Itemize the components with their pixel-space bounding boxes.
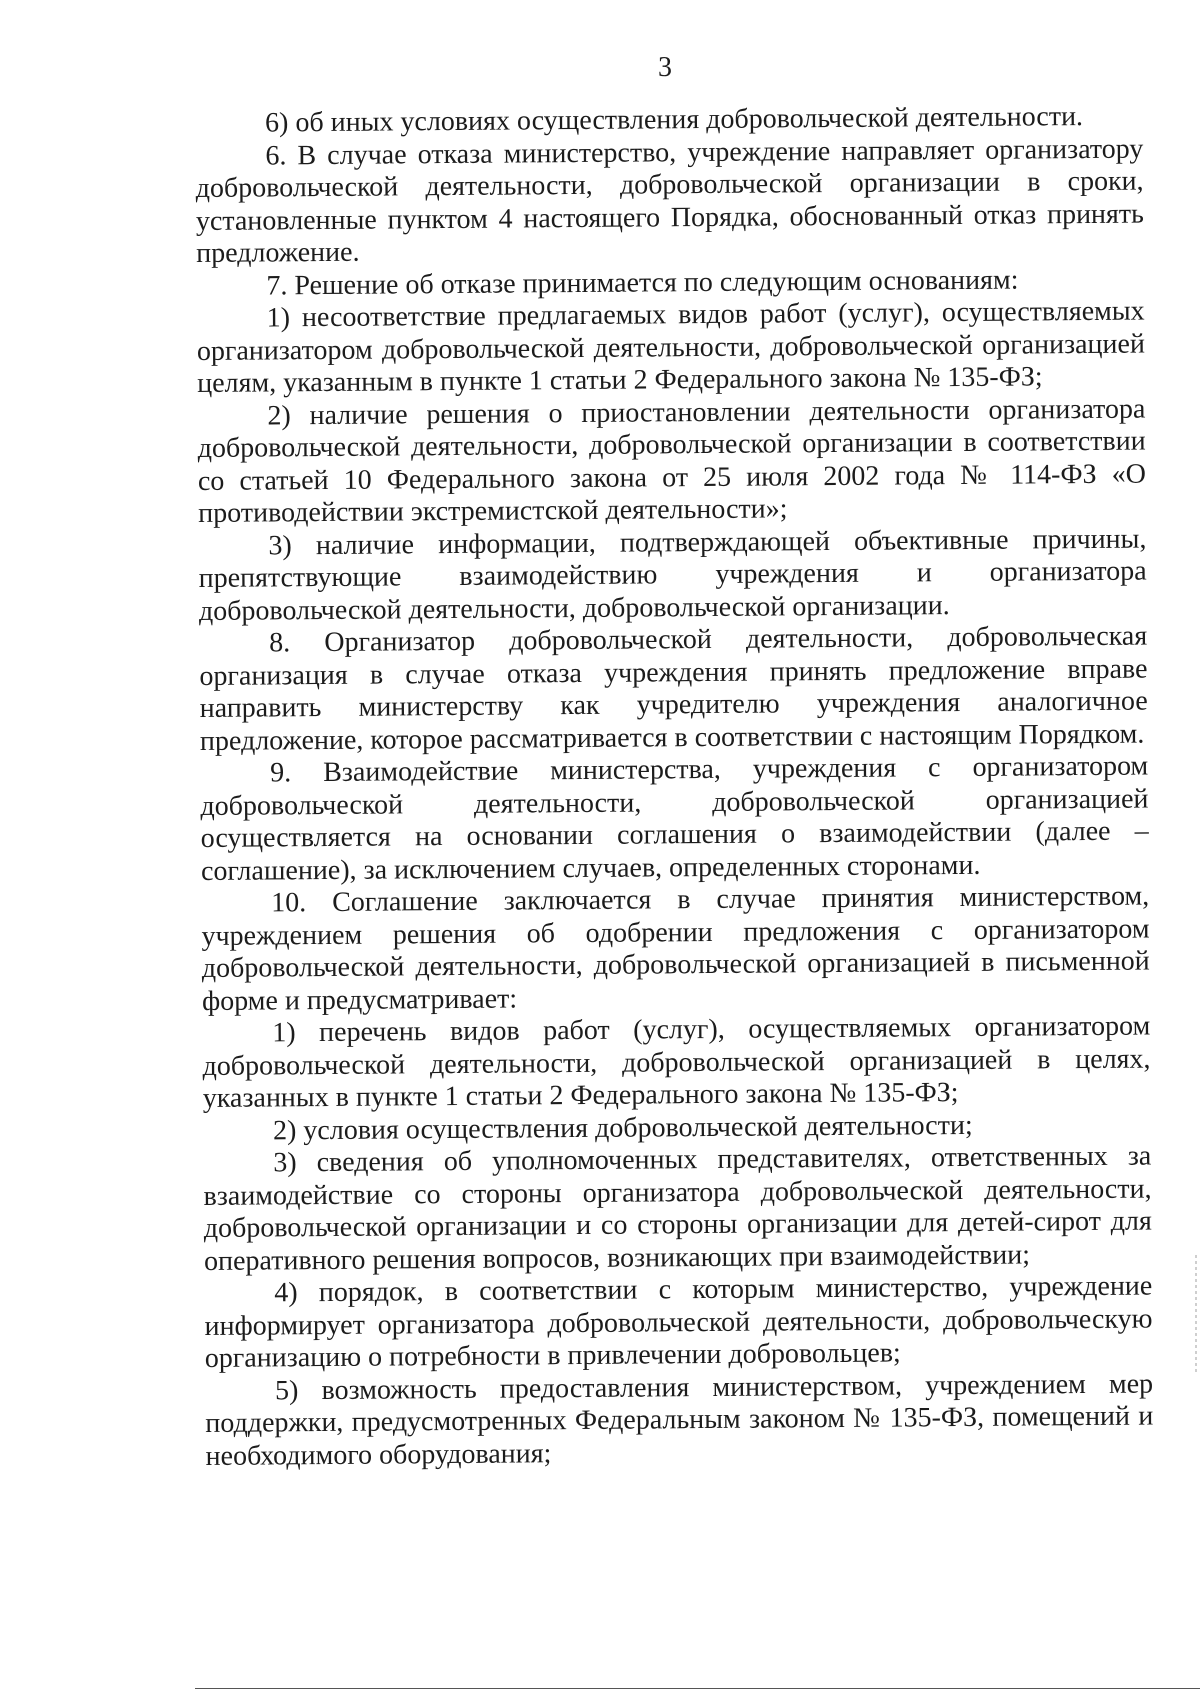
paragraph-10-item-5: 5) возможность предоставления министерством, учреждением мер поддержки, предусмотренных Федеральным законом № 135-ФЗ, помещений и необходимого оборудования; xyxy=(205,1368,1154,1472)
paragraph-10-item-2: 2) условия осуществления добровольческой деятельности; xyxy=(272,1109,973,1146)
paragraph-7-item-3: 3) наличие информации, подтверждающей объективные причины, препятствующие взаимодействию учреждения и организатора добровольческой деятельности, добровольческой организации. xyxy=(198,523,1147,627)
paragraph-10-item-1: 1) перечень видов работ (услуг), осуществляемых организатором добровольческой деятельности, добровольческой организацией в целях, указанных в пункте 1 статьи 2 Федерального закона № 135-ФЗ; xyxy=(202,1010,1151,1114)
page-number: 3 xyxy=(658,52,672,83)
paragraph-item-6-other-conditions: 6) об иных условиях осуществления добровольческой деятельности. xyxy=(264,101,1084,139)
bottom-rule xyxy=(195,1688,1200,1689)
document-body xyxy=(195,101,1154,1473)
paragraph-10-item-3: 3) сведения об уполномоченных представителях, ответственных за взаимодействие со стороны организатора добровольческой деятельности, добровольческой организации и со стороны организации для детей-сирот для оперативного решения вопросов, возникающих при взаимодействии; xyxy=(203,1140,1152,1277)
paragraph-10-item-4: 4) порядок, в соответствии с которым министерство, учреждение информирует организатора добровольческой деятельности, добровольческую организацию о потребности в привлечении добровольцев; xyxy=(204,1270,1153,1374)
paragraph-7-item-2: 2) наличие решения о приостановлении деятельности организатора добровольческой деятельности, добровольческой организации в соответствии со статьей 10 Федерального закона от 25 июля 2002 года № 114-ФЗ «О противодействии экстремистской деятельности»; xyxy=(197,393,1147,529)
paragraph-7-refusal-grounds: 7. Решение об отказе принимается по следующим основаниям: xyxy=(266,264,1019,301)
paragraph-10-agreement: 10. Соглашение заключается в случае принятия министерством, учреждением решения об одобрении предложения с организатором добровольческой деятельности, добровольческой организацией в письменной форме и предусматривает: xyxy=(201,880,1150,1017)
paragraph-6-refusal-notice: 6. В случае отказа министерство, учреждение направляет организатору добровольческой деятельности, добровольческой организации в сроки, установленные пунктом 4 настоящего Порядка, обоснованный отказ принять предложение. xyxy=(195,133,1144,269)
paragraph-8-appeal: 8. Организатор добровольческой деятельности, добровольческая организация в случае отказа учреждения принять предложение вправе направить министерству как учредителю учреждения аналогичное предложение, которое рассматривается в соответствии с настоящим Порядком. xyxy=(199,620,1148,757)
paragraph-7-item-1: 1) несоответствие предлагаемых видов работ (услуг), осуществляемых организатором добровольческой деятельности, добровольческой организацией целям, указанным в пункте 1 статьи 2 Федерального закона № 135-ФЗ; xyxy=(196,295,1146,399)
paragraph-9-interaction: 9. Взаимодействие министерства, учреждения с организатором добровольческой деятельности, добровольческой организацией осуществляется на основании соглашения о взаимодействии (далее – соглашение), за исключением случаев, определенных сторонами. xyxy=(200,750,1149,887)
scan-edge-mark xyxy=(1195,1255,1197,1375)
